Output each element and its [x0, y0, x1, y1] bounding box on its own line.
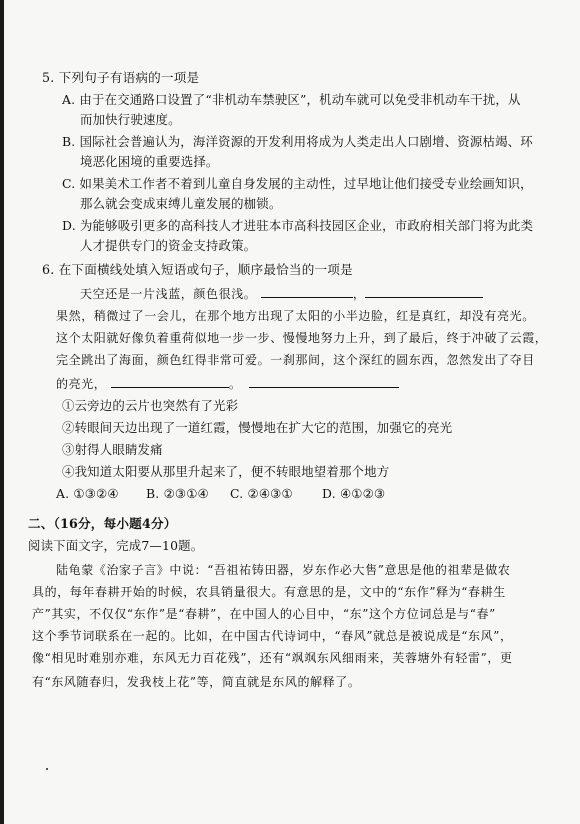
q5-option-d-line1: D. 为能够吸引更多的高科技人才进驻本市高科技园区企业，市政府相关部门将为此类 [62, 218, 534, 233]
q5-option-d-line2: 人才提供专门的资金支持政策。 [80, 238, 257, 253]
q5-option-c-line2: 那么就会变成束缚儿童发展的枷锁。 [80, 196, 282, 211]
q6-choice-d: D. ④①②③ [322, 486, 386, 501]
q6-item-2: ②转眼间天边出现了一道红霞，慢慢地在扩大它的范围，加强它的亮光 [62, 420, 453, 435]
q5-option-c-line1: C. 如果美术工作者不着到儿童自身发展的主动性，过早地让他们接受专业绘画知识， [62, 176, 533, 191]
q6-passage-line2: 果然，稍微过了一会儿，在那个地方出现了太阳的小半边脸，红是真红，却没有亮光。 [56, 309, 535, 323]
blank-separator: 。 [228, 377, 242, 391]
section2-passage-line1: 陆龟蒙《治家子言》中说：“吾祖祐铸田器，岁东作必大售”意思是他的祖辈是做农 [56, 563, 511, 577]
q6-passage-line3: 这个太阳就好像负着重荷似地一步一步、慢慢地努力上升，到了最后，终于冲破了云霞， [56, 331, 548, 345]
q5-option-b-line2: 境恶化困境的重要选择。 [80, 154, 219, 169]
q6-passage-text1: 天空还是一片浅蓝，颜色很浅。 [80, 287, 257, 301]
scan-speck [46, 768, 48, 770]
section2-passage-line5: 像“相见时难别亦难，东风无力百花残”，还有“飒飒东风细雨来，芙蓉塘外有轻雷”，更 [32, 651, 513, 665]
q5-stem: 5. 下列句子有语病的一项是 [42, 70, 200, 85]
q6-item-3: ③射得人眼睛发痛 [62, 442, 163, 457]
section2-passage-line2: 具的，每年春耕开始的时候，农具销量很大。有意思的是，文中的“东作”释为“春耕生 [32, 585, 506, 599]
q6-passage-line4: 完全跳出了海面，颜色红得非常可爱。一刹那间，这个深红的圆东西，忽然发出了夺目 [56, 353, 535, 367]
section2-passage-line6: 有“东风随春归，发我枝上花”等，简直就是东风的解释了。 [32, 675, 361, 689]
q6-passage-line1 [80, 286, 483, 302]
q6-choice-b: B. ②③①④ [146, 486, 209, 501]
q6-passage-line5 [56, 376, 399, 392]
q6-item-1: ①云旁边的云片也突然有了光彩 [62, 398, 239, 413]
q6-passage-text5: 的亮光， [56, 377, 107, 391]
q5-option-a-line1: A. 由于在交通路口设置了“非机动车禁驶区”，机动车就可以免受非机动车干扰，从 [62, 92, 521, 107]
q5-option-b-line1: B. 国际社会普遍认为，海洋资源的开发利用将成为人类走出人口剧增、资源枯竭、环 [62, 134, 533, 149]
section2-passage-line4: 这个季节词联系在一起的。比如，在中国古代诗词中，“春风”就总是被说成是“东风”， [32, 629, 513, 643]
scan-edge [0, 0, 4, 824]
q6-choice-a: A. ①③②④ [56, 486, 119, 501]
section2-title: 二、（16分，每小题4分） [28, 516, 177, 531]
blank-1 [261, 297, 353, 298]
q6-item-4: ④我知道太阳要从那里升起来了，便不转眼地望着那个地方 [62, 464, 390, 479]
q5-option-a-line2: 而加快行驶速度。 [80, 112, 181, 127]
section2-passage-line3: 产”其实，不仅仅“东作”是“春耕”，在中国人的心目中，“东”这个方位词总是与“春” [32, 607, 496, 621]
section2-instruction: 阅读下面文字，完成7—10题。 [28, 538, 204, 553]
blank-2 [365, 297, 483, 298]
q6-choice-c: C. ②④③① [230, 486, 293, 501]
blank-separator: ， [352, 287, 366, 301]
blank-3 [111, 387, 229, 388]
blank-4 [249, 387, 399, 388]
q6-stem: 6. 在下面横线处填入短语或句子，顺序最恰当的一项是 [42, 262, 353, 277]
